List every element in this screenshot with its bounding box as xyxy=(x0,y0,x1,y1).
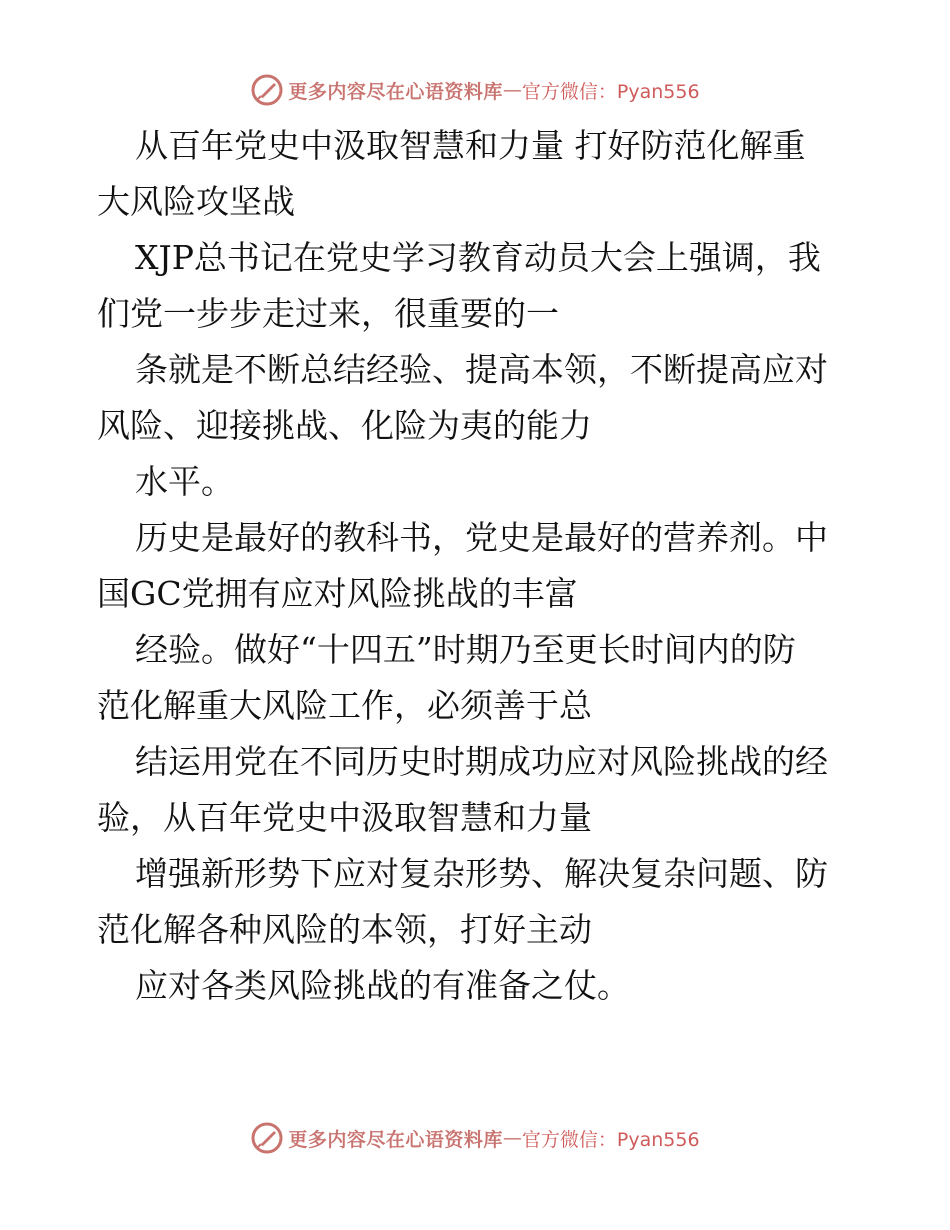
doc-line-15: 范化解各种风险的本领，打好主动 xyxy=(97,910,592,949)
footer-banner xyxy=(0,1118,950,1158)
doc-line-16: 应对各类风险挑战的有准备之仗。 xyxy=(135,966,630,1005)
doc-line-14: 增强新形势下应对复杂形势、解决复杂问题、防 xyxy=(135,854,828,893)
doc-line-1: 从百年党史中汲取智慧和力量 打好防范化解重 xyxy=(135,126,806,165)
doc-line-6: 风险、迎接挑战、化险为夷的能力 xyxy=(97,406,592,445)
doc-line-13: 验，从百年党史中汲取智慧和力量 xyxy=(97,798,592,837)
doc-line-3: XJP总书记在党史学习教育动员大会上强调，我 xyxy=(135,238,821,277)
footer-banner-title: 更多内容尽在心语资料库 xyxy=(288,1128,503,1151)
doc-line-11: 范化解重大风险工作，必须善于总 xyxy=(97,686,592,725)
doc-line-2: 大风险攻坚战 xyxy=(97,182,295,221)
doc-line-5: 条就是不断总结经验、提高本领，不断提高应对 xyxy=(135,350,828,389)
header-banner-dash: — xyxy=(502,79,522,101)
doc-line-9: 国GC党拥有应对风险挑战的丰富 xyxy=(97,574,578,613)
doc-line-12: 结运用党在不同历史时期成功应对风险挑战的经 xyxy=(135,742,828,781)
doc-line-4: 们党一步步走过来，很重要的一 xyxy=(97,294,559,333)
feather-pen-logo-icon xyxy=(250,1121,284,1155)
doc-line-7: 水平。 xyxy=(135,462,234,501)
footer-banner-dash: — xyxy=(502,1127,522,1149)
header-banner xyxy=(0,70,950,110)
header-banner-wechat: 官方微信：Pyan556 xyxy=(521,80,700,103)
document-body xyxy=(97,118,867,1014)
doc-line-8: 历史是最好的教科书，党史是最好的营养剂。中 xyxy=(135,518,828,557)
footer-banner-wechat: 官方微信：Pyan556 xyxy=(521,1128,700,1151)
header-banner-title: 更多内容尽在心语资料库 xyxy=(288,80,503,103)
feather-pen-logo-icon xyxy=(250,73,284,107)
doc-line-10: 经验。做好“十四五”时期乃至更长时间内的防 xyxy=(135,630,796,669)
